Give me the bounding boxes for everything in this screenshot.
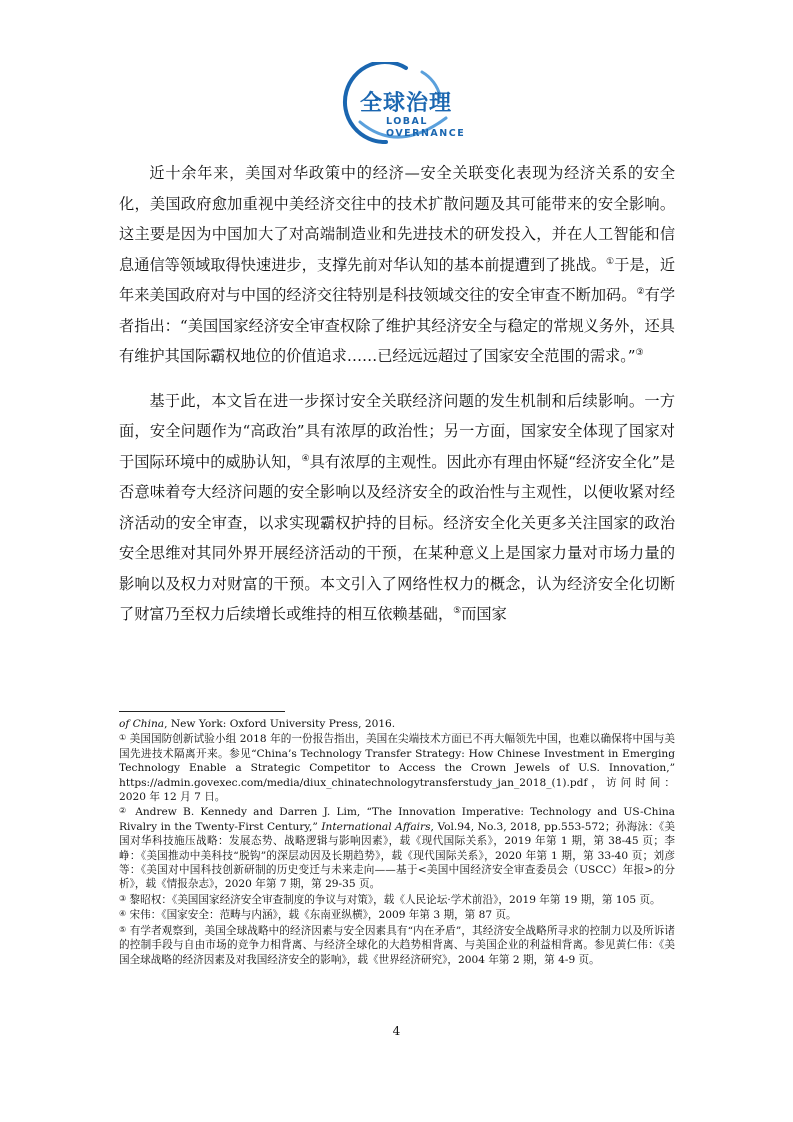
- body-paragraph: [119, 386, 675, 630]
- footnote: [119, 907, 675, 922]
- text-run: 宋伟：《国家安全：范畴与内涵》，载《东南亚纵横》，2009 年第 3 期，第 87 页。: [126, 909, 517, 922]
- footnote-mark: ②: [119, 806, 129, 816]
- text-run: 于是，近年来美国政府对与中国的经济交往特别是科技领域交往的安全审查不断加码。: [119, 255, 676, 304]
- footnote-reference: ②: [636, 287, 645, 297]
- text-run: 有学者指出：“美国国家经济安全审查权除了维护其经济安全与稳定的常规义务外，还具有维护其国际霸权地位的价值追求……已经远远超过了国家安全范围的需求。”: [119, 286, 676, 365]
- footnote-mark: ③: [119, 893, 127, 903]
- text-run: 有学者观察到，美国全球战略中的经济因素与安全因素具有“内在矛盾”，其经济安全战略所寻求的控制力以及所诉诸的控制手段与自由市场的竞争力相背离、与经济全球化的大趋势相背离、与美国企业的利益相背离。参见黄仁伟：《美国全球战略的经济因素及对我国经济安全的影响》，载《世界经济研究》，2004 年第 2 期，第 4-9 页。: [119, 924, 675, 966]
- footnote-reference: ①: [606, 256, 615, 267]
- footnote: [119, 717, 675, 731]
- footnote-mark: ①: [119, 733, 127, 743]
- logo-english-line-1: LOBAL: [386, 116, 428, 127]
- logo-chinese-title: 全球治理: [360, 91, 453, 116]
- logo-english-line-2: OVERNANCE: [386, 128, 466, 139]
- footnote: [119, 923, 675, 967]
- text-run: 而国家: [461, 605, 507, 623]
- global-governance-logo: [328, 62, 478, 152]
- text-run: 基于此，本文旨在进一步探讨安全关联经济问题的发生机制和后续影响。一方面，安全问题作为“高政治”具有浓厚的政治性；另一方面，国家安全体现了国家对于国际环境中的威胁认知，: [119, 391, 675, 471]
- footnote-reference: ⑤: [453, 606, 462, 616]
- text-run: 美国国防创新试验小组 2018 年的一份报告指出，美国在尖端技术方面已不再大幅领先中国，也难以确保将中国与美国先进技术隔离开来。参见“China’s Technology Transfer Strategy: How Chinese Investment in Emerging Technology Enable a Strategic Competitor to Access the Crown Jewels of U.S. Innovation,” https://admin.govexec.com/media/diux_chinatechnologytransferstudy_jan_2018_(1).pdf，访问时间：2020 年 12 月 7 日。: [119, 733, 676, 804]
- footnote: [119, 892, 675, 907]
- italic-text: of China: [119, 718, 165, 730]
- footnote-reference: ③: [635, 348, 644, 358]
- text-run: Andrew B. Kennedy and Darren J. Lim, “The Innovation Imperative: Technology and US-China Rivalry in the Twenty-First Century,”: [119, 806, 675, 833]
- main-body-text: [119, 158, 675, 644]
- text-run: , Vol.94, No.3, 2018, pp.553-572；孙海泳：《美国对华科技施压战略：发展态势、战略逻辑与影响因素》，载《现代国际关系》，2019 年第 1 期，第 38-45 页；李峥：《美国推动中美科技“脱钩”的深层动因及长期趋势》，载《现代国际关系》，2020 年第 1 期，第 33-40 页；刘彦等：《美国对中国科技创新研制的历史变迁与未来走向——基于<美国中国经济安全审查委员会（USCC）年报>的分析》，载《情报杂志》，2020 年第 7 期，第 29-35 页。: [119, 820, 676, 891]
- text-run: 黎昭权：《美国国家经济安全审查制度的争议与对策》，载《人民论坛·学术前沿》，2019 年第 19 期，第 105 页。: [126, 893, 661, 906]
- text-run: 具有浓厚的主观性。因此亦有理由怀疑“经济安全化”是否意味着夸大经济问题的安全影响以及经济安全的政治性与主观性，以便收紧对经济活动的安全审查，以求实现霸权护持的目标。经济安全化关更多关注国家的政治安全思维对其同外界开展经济活动的干预，在某种意义上是国家力量对市场力量的影响以及权力对财富的干预。本文引入了网络性权力的概念，认为经济安全化切断了财富乃至权力后续增长或维持的相互依赖基础，: [119, 452, 676, 623]
- footnote-separator: [119, 711, 285, 712]
- italic-text: International Affairs: [321, 820, 431, 833]
- body-paragraph: [119, 158, 675, 372]
- footnote-mark: ⑤: [119, 924, 127, 934]
- footnote-mark: ④: [119, 909, 127, 919]
- footnote: [119, 731, 675, 804]
- footnote: [119, 804, 675, 891]
- footnotes-section: [119, 717, 675, 967]
- text-run: 近十余年来，美国对华政策中的经济—安全关联变化表现为经济关系的安全化，美国政府愈加重视中美经济交往中的技术扩散问题及其可能带来的安全影响。这主要是因为中国加大了对高端制造业和先进技术的研发投入，并在人工智能和信息通信等领域取得快速进步，支撑先前对华认知的基本前提遭到了挑战。: [119, 164, 675, 274]
- page-number: 4: [392, 1024, 401, 1038]
- text-run: , New York: Oxford University Press, 2016.: [164, 718, 396, 730]
- footnote-reference: ④: [301, 453, 310, 464]
